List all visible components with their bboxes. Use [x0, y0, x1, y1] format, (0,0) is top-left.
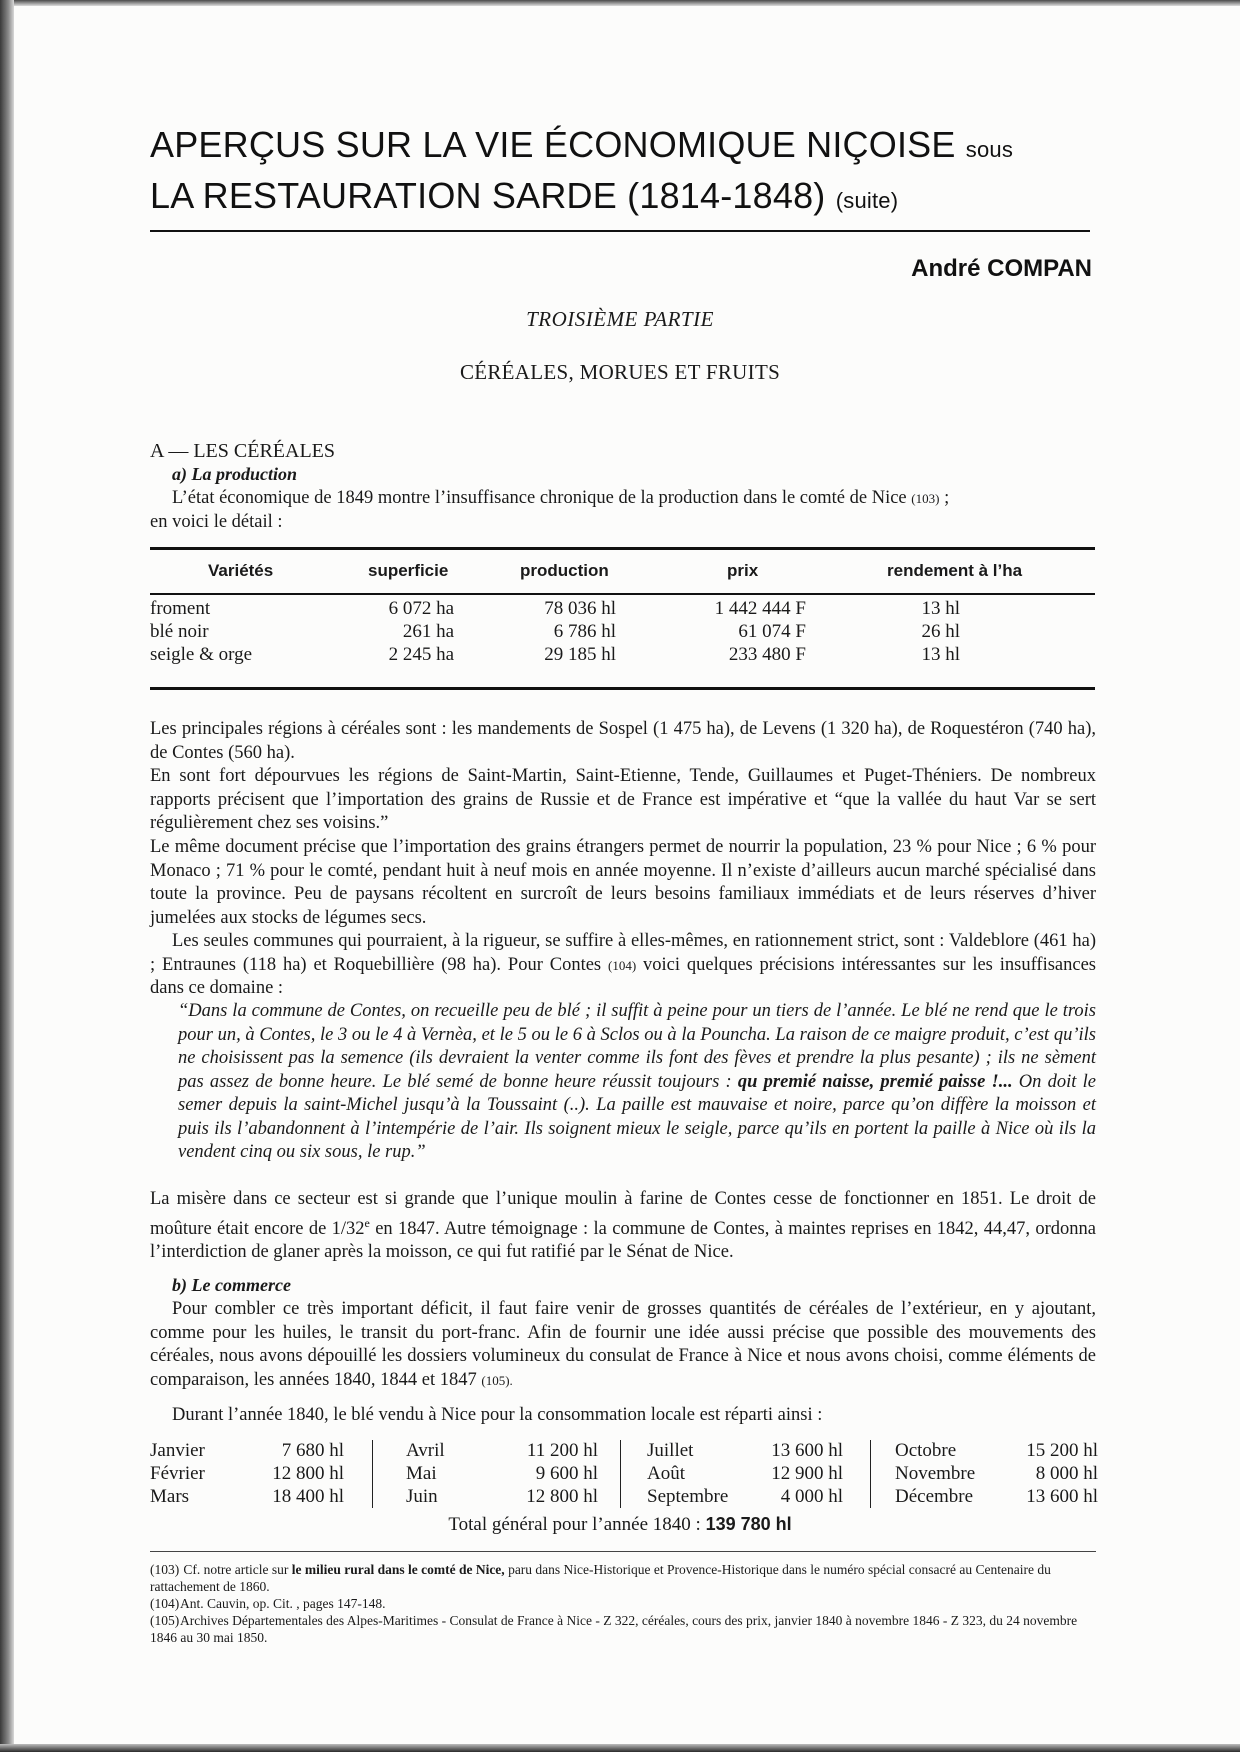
author: André COMPAN	[911, 255, 1092, 282]
footnote-104: (104)Ant. Cauvin, op. Cit. , pages 147-148.	[150, 1596, 386, 1611]
intro-paragraph: L’état économique de 1849 montre l’insuffisance chronique de la production dans le comté de Nice (103) ; en voici le détail :	[150, 488, 950, 532]
footnote-105: (105)Archives Départementales des Alpes-Maritimes - Consulat de France à Nice - Z 322, céréales, cours des prix, janvier 1840 à novembre 1846 - Z 323, du 24 novembre 1846 au 30 mai 1850.	[150, 1613, 1078, 1645]
footnote-ref-105: (105).	[481, 1372, 513, 1388]
table-header-rule	[150, 593, 1095, 595]
title-line1-small: sous	[965, 137, 1014, 162]
title-rule	[150, 230, 1090, 232]
month-name: Mai	[406, 1463, 437, 1484]
month-value: 4 000 hl	[780, 1486, 843, 1507]
month-column-separator	[870, 1440, 871, 1508]
paragraph-depourvues: En sont fort dépourvues les régions de Saint-Martin, Saint-Etienne, Tende, Guillaumes et Puget-Théniers. De nombreux rapports précisent que l’importation des grains de Russie et de France est impérative et “que la vallée du haut Var se sert régulièrement chez ses voisins.”	[150, 766, 1096, 833]
paragraph-1840: Durant l’année 1840, le blé vendu à Nice pour la consommation locale est réparti ainsi :	[172, 1405, 823, 1425]
month-value: 11 200 hl	[526, 1440, 598, 1461]
month-name: Janvier	[150, 1440, 205, 1461]
month-name: Décembre	[895, 1486, 974, 1507]
scan-bottom-edge	[0, 1744, 1240, 1752]
month-value: 12 900 hl	[771, 1463, 843, 1484]
table-bottom-rule	[150, 687, 1095, 690]
footnote-103: (103) Cf. notre article sur le milieu rural dans le comté de Nice, paru dans Nice-Historique et Provence-Historique dans le numéro spécial consacré au Centenaire du rattachement de 1860.	[150, 1562, 1051, 1594]
paragraph-commerce: Pour combler ce très important déficit, il faut faire venir de grosses quantités de céréales de l’extérieur, en y ajoutant, comme pour les huiles, le transit du port-franc. Afin de fournir une idée aussi précise que possible des mouvements des céréales, nous avons dépouillé les dossiers volumineux du consulat de France à Nice et nous avons choisi, comme éléments de comparaison, les années 1840, 1844 et 1847 (105).	[150, 1299, 1096, 1390]
table-header-production: production	[520, 561, 609, 580]
month-value: 12 800 hl	[526, 1486, 598, 1507]
article-title	[150, 122, 1090, 224]
total-value: 139 780 hl	[705, 1514, 792, 1534]
month-value: 15 200 hl	[1026, 1440, 1098, 1461]
month-value: 13 600 hl	[771, 1440, 843, 1461]
subsection-commerce: b) Le commerce	[172, 1275, 291, 1295]
month-name: Février	[150, 1463, 205, 1484]
footnote-rule	[150, 1551, 1096, 1552]
month-column-separator	[372, 1440, 373, 1508]
title-line2-small: (suite)	[835, 188, 899, 213]
total-label: Total général pour l’année 1840 :	[448, 1514, 701, 1535]
month-column-separator	[620, 1440, 621, 1508]
title-line2: LA RESTAURATION SARDE (1814-1848)	[150, 175, 826, 216]
paragraph-misere: La misère dans ce secteur est si grande que l’unique moulin à farine de Contes cesse de fonctionner en 1851. Le droit de moûture était encore de 1/32e en 1847. Autre témoignage : la commune de Contes, à maintes reprises en 1842, 44,47, ordonna l’interdiction de glaner après la moisson, ce qui fut ratifié par le Sénat de Nice.	[150, 1189, 1096, 1263]
paragraph-communes: Les seules communes qui pourraient, à la rigueur, se suffire à elles-mêmes, en rationnement strict, sont : Valdeblore (461 ha) ; Entraunes (118 ha) et Roquebillière (98 ha). Pour Contes (104) voici quelques précisions intéressantes sur les insuffisances dans ce domaine :	[150, 931, 1096, 998]
title-line1: APERÇUS SUR LA VIE ÉCONOMIQUE NIÇOISE	[150, 124, 956, 165]
month-value: 13 600 hl	[1026, 1486, 1098, 1507]
scan-left-edge	[0, 0, 14, 1752]
month-value: 8 000 hl	[1035, 1463, 1098, 1484]
part-subtitle: CÉRÉALES, MORUES ET FRUITS	[459, 360, 781, 384]
month-name: Juin	[406, 1486, 438, 1507]
month-name: Septembre	[647, 1486, 729, 1507]
month-value: 12 800 hl	[272, 1463, 344, 1484]
page: APERÇUS SUR LA VIE ÉCONOMIQUE NIÇOISE sous LA RESTAURATION SARDE (1814-1848) (suite) André COMPAN TROISIÈME PARTIE CÉRÉALES, MORUES ET FRUITS A — LES CÉRÉALES a) La production L’état économique de 1849 montre l’insuffisance chronique de la production dans le comté de Nice (103) ; en voici le détail : Variétés superficie production prix rendement à l’ha froment 6 072 ha 78 036 hl 1 442 444 F 13 hl blé noir 261 ha 6 786 hl 61 074 F 26 hl seigle & orge 2 245 ha 29 185 hl 233 480 F 13 hl Les principales régions à céréales sont : les mandements de Sospel (1 475 ha), de Levens (1 320 ha), de Roquestéron (740 ha), de Contes (560 ha). En sont fort dépourvues les régions de Saint-Martin, Saint-Etienne, Tende, Guillaumes et Puget-Théniers. De nombreux rapports précisent que l’importation des grains de Russie et de France est impérative et “que la vallée du haut Var se sert régulièrement chez ses voisins.” Le même document précise que l’importation des grains étrangers permet de nourrir la population, 23 % pour Nice ; 6 % pour Monaco ; 71 % pour le comté, pendant huit à neuf mois en année moyenne. Il n’existe d’ailleurs aucun marché spécialisé dans toute la province. Peu de paysans récoltent en surcroît de leurs besoins familiaux immédiats et de leurs réserves d’hiver jumelées aux stocks de légumes secs. Les seules communes qui pourraient, à la rigueur, se suffire à elles-mêmes, en rationnement strict, sont : Valdeblore (461 ha) ; Entraunes (118 ha) et Roquebillière (98 ha). Pour Contes (104) voici quelques précisions intéressantes sur les insuffisances dans ce domaine : “Dans la commune de Contes, on recueille peu de blé ; il suffit à peine pour un tiers de l’année. Le blé ne rend que le trois pour un, à Contes, le 3 ou le 4 à Vernèa, et le 5 ou le 6 à Sclos ou à la Pouncha. La raison de ce maigre produit, c’est qu’ils ne choisissent pas la semence (ils devraient la venter comme ils font des fèves et prendre la plus pesante) ; ils ne sèment pas assez de bonne heure. Le blé semé de bonne heure réussit toujours : qu premié naisse, premié paisse !... On doit le semer depuis la saint-Michel jusqu’à la Toussaint (..). La paille est mauvaise et noire, parce qu’on diffère la moisson et puis ils l’abandonnent à l’intempérie de l’air. Ils soignent mieux le seigle, parce qu’ils en portent la paille à Nice où ils la vendent cinq ou six sous, le rup.” La misère dans ce secteur est si grande que l’unique moulin à farine de Contes cesse de fonctionner en 1851. Le droit de moûture était encore de 1/32e en 1847. Autre témoignage : la commune de Contes, à maintes reprises en 1842, 44,47, ordonna l’interdiction de glaner après la moisson, ce qui fut ratifié par le Sénat de Nice. b) Le commerce Pour combler ce très important déficit, il faut faire venir de grosses quantités de céréales de l’extérieur, en y ajoutant, comme pour les huiles, le transit du port-franc. Afin de fournir une idée aussi précise que possible des mouvements des céréales, nous avons dépouillé les dossiers volumineux du consulat de France à Nice et nous avons choisi, comme éléments de comparaison, les années 1840, 1844 et 1847 (105). Durant l’année 1840, le blé vendu à Nice pour la consommation locale est réparti ainsi : Janvier 7 680 hl Février 12 800 hl Mars 18 400 hl Avril 11 200 hl Mai 9 600 hl Juin 12 800 hl Juillet 13 600 hl Août 12 900 hl Septembre 4 000 hl Octobre 15 200 hl Novembre 8 000 hl Décembre 13 600 hl Total général pour l’année 1840 : 139 780 hl (103) Cf. notre article sur le milieu rural dans le comté de Nice, paru dans Nice-Historique et Provence-Historique dans le numéro spécial consacré au Centenaire du rattachement de 1860. (104)Ant. Cauvin, op. Cit. , pages 147-148. (105)Archives Départementales des Alpes-Maritimes - Consulat de France à Nice - Z 322, céréales, cours des prix, janvier 1840 à novembre 1846 - Z 323, du 24 novembre 1846 au 30 mai 1850.	[0, 0, 1240, 1752]
paragraph-importation: Le même document précise que l’importation des grains étrangers permet de nourrir la population, 23 % pour Nice ; 6 % pour Monaco ; 71 % pour le comté, pendant huit à neuf mois en année moyenne. Il n’existe d’ailleurs aucun marché spécialisé dans toute la province. Peu de paysans récoltent en surcroît de leurs besoins familiaux immédiats et de leurs réserves d’hiver jumelées aux stocks de légumes secs.	[150, 837, 1096, 928]
scan-top-edge	[0, 0, 1240, 6]
month-value: 7 680 hl	[281, 1440, 344, 1461]
footnote-ref-104: (104)	[608, 957, 637, 973]
month-name: Octobre	[895, 1440, 957, 1461]
part-heading: TROISIÈME PARTIE	[526, 307, 714, 331]
quote-proverb: qu premié naisse, premié paisse !...	[737, 1071, 1013, 1092]
table-header-varietes: Variétés	[208, 561, 274, 580]
table-header-prix: prix	[727, 561, 759, 580]
footnote-ref-103: (103)	[911, 491, 940, 506]
month-name: Août	[647, 1463, 685, 1484]
paragraph-regions: Les principales régions à céréales sont : les mandements de Sospel (1 475 ha), de Levens (1 320 ha), de Roquestéron (740 ha), de Contes (560 ha).	[150, 719, 1096, 763]
total-1840	[0, 1514, 1240, 1536]
month-name: Novembre	[895, 1463, 976, 1484]
month-value: 9 600 hl	[535, 1463, 598, 1484]
table-top-rule	[150, 547, 1095, 550]
section-heading-a: A — LES CÉRÉALES	[150, 440, 336, 462]
table-header-rendement: rendement à l’ha	[887, 561, 1023, 580]
table-header-superficie: superficie	[368, 561, 449, 580]
subsection-production: a) La production	[172, 464, 298, 484]
month-value: 18 400 hl	[272, 1486, 344, 1507]
month-name: Avril	[406, 1440, 445, 1461]
quote-contes: “Dans la commune de Contes, on recueille peu de blé ; il suffit à peine pour un tiers de l’année. Le blé ne rend que le trois pour un, à Contes, le 3 ou le 4 à Vernèa, et le 5 ou le 6 à Sclos ou à la Pouncha. La raison de ce maigre produit, c’est qu’ils ne choisissent pas la semence (ils devraient la venter comme ils font des fèves et prendre la plus pesante) ; ils ne sèment pas assez de bonne heure. Le blé semé de bonne heure réussit toujours : qu premié naisse, premié paisse !... On doit le semer depuis la saint-Michel jusqu’à la Toussaint (..). La paille est mauvaise et noire, parce qu’on diffère la moisson et puis ils l’abandonnent à l’intempérie de l’air. Ils soignent mieux le seigle, parce qu’ils en portent la paille à Nice où ils la vendent cinq ou six sous, le rup.”	[178, 1001, 1096, 1162]
month-name: Mars	[150, 1486, 190, 1507]
month-name: Juillet	[647, 1440, 694, 1461]
